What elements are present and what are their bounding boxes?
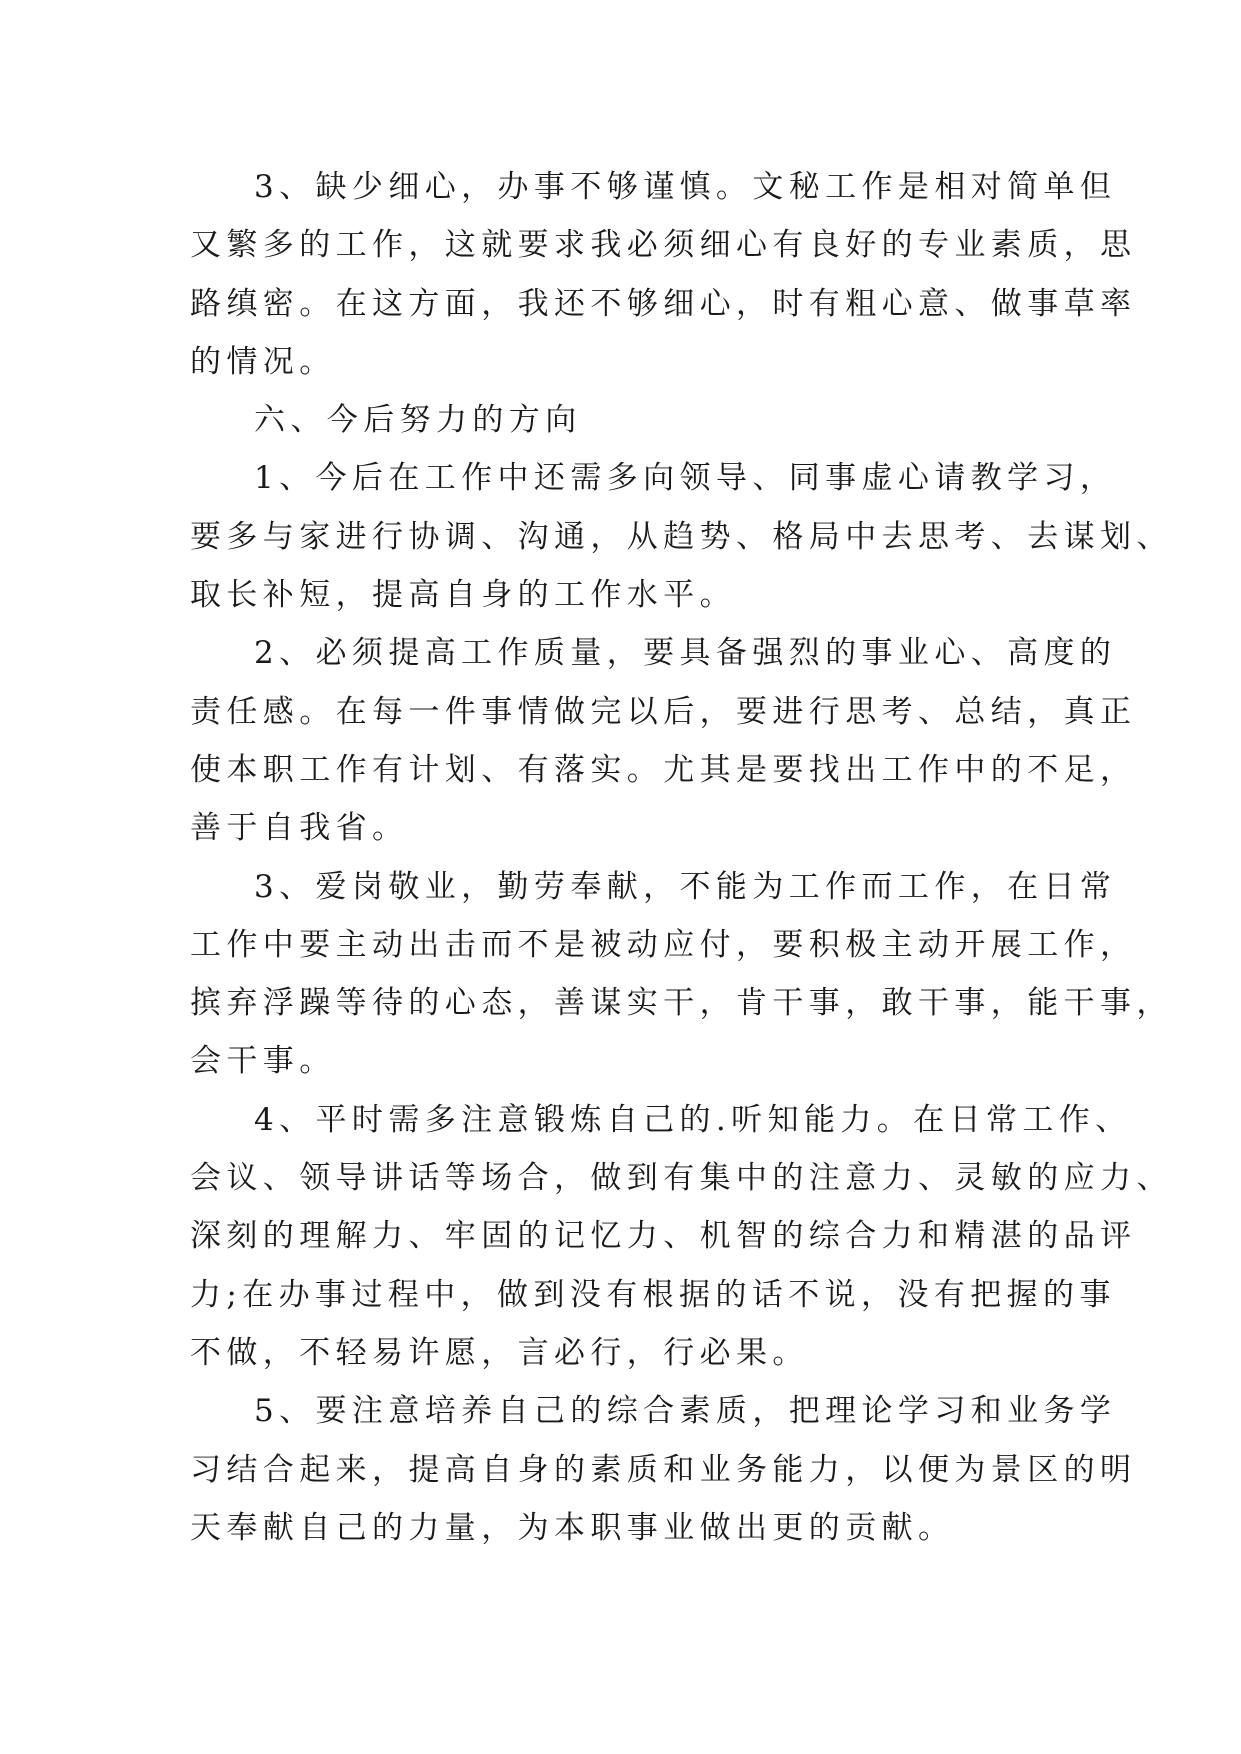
- text-line: 3、缺少细心，办事不够谨慎。文秘工作是相对简单但: [254, 169, 1117, 205]
- text-line: 的情况。: [190, 343, 336, 380]
- text-line: 又繁多的工作，这就要求我必须细心有良好的专业素质，思: [190, 227, 1137, 264]
- text-line: 5、要注意培养自己的综合素质，把理论学习和业务学: [254, 1393, 1117, 1430]
- text-line: 摈弃浮躁等待的心态，善谋实干，肯干事，敢干事，能干事，: [190, 985, 1173, 1022]
- text-line: 2、必须提高工作质量，要具备强烈的事业心、高度的: [254, 635, 1117, 672]
- text-line: 力;在办事过程中，做到没有根据的话不说，没有把握的事: [190, 1276, 1116, 1313]
- text-line: 深刻的理解力、牢固的记忆力、机智的综合力和精湛的品评: [190, 1218, 1137, 1255]
- text-line: 责任感。在每一件事情做完以后，要进行思考、总结，真正: [190, 693, 1137, 730]
- section-heading: 六、今后努力的方向: [254, 402, 582, 439]
- text-line: 4、平时需多注意锻炼自己的.听知能力。在日常工作、: [254, 1101, 1132, 1138]
- text-line: 习结合起来，提高自身的素质和业务能力，以便为景区的明: [190, 1451, 1137, 1488]
- text-line: 要多与家进行协调、沟通，从趋势、格局中去思考、去谋划、: [190, 518, 1173, 555]
- text-line: 3、爱岗敬业，勤劳奉献，不能为工作而工作，在日常: [254, 868, 1117, 905]
- text-line: 善于自我省。: [190, 810, 409, 847]
- text-line: 使本职工作有计划、有落实。尤其是要找出工作中的不足，: [190, 751, 1137, 788]
- document-body: [190, 158, 1173, 1557]
- text-line: 工作中要主动出击而不是被动应付，要积极主动开展工作，: [190, 926, 1137, 963]
- text-line: 会议、领导讲话等场合，做到有集中的注意力、灵敏的应力、: [190, 1160, 1173, 1197]
- text-line: 不做，不轻易许愿，言必行，行必果。: [190, 1334, 809, 1371]
- text-line: 路缜密。在这方面，我还不够细心，时有粗心意、做事草率: [190, 285, 1137, 322]
- text-line: 取长补短，提高自身的工作水平。: [190, 577, 736, 614]
- text-line: 会干事。: [190, 1043, 336, 1080]
- text-line: 1、今后在工作中还需多向领导、同事虚心请教学习，: [254, 460, 1117, 497]
- text-line: 天奉献自己的力量，为本职事业做出更的贡献。: [190, 1509, 955, 1546]
